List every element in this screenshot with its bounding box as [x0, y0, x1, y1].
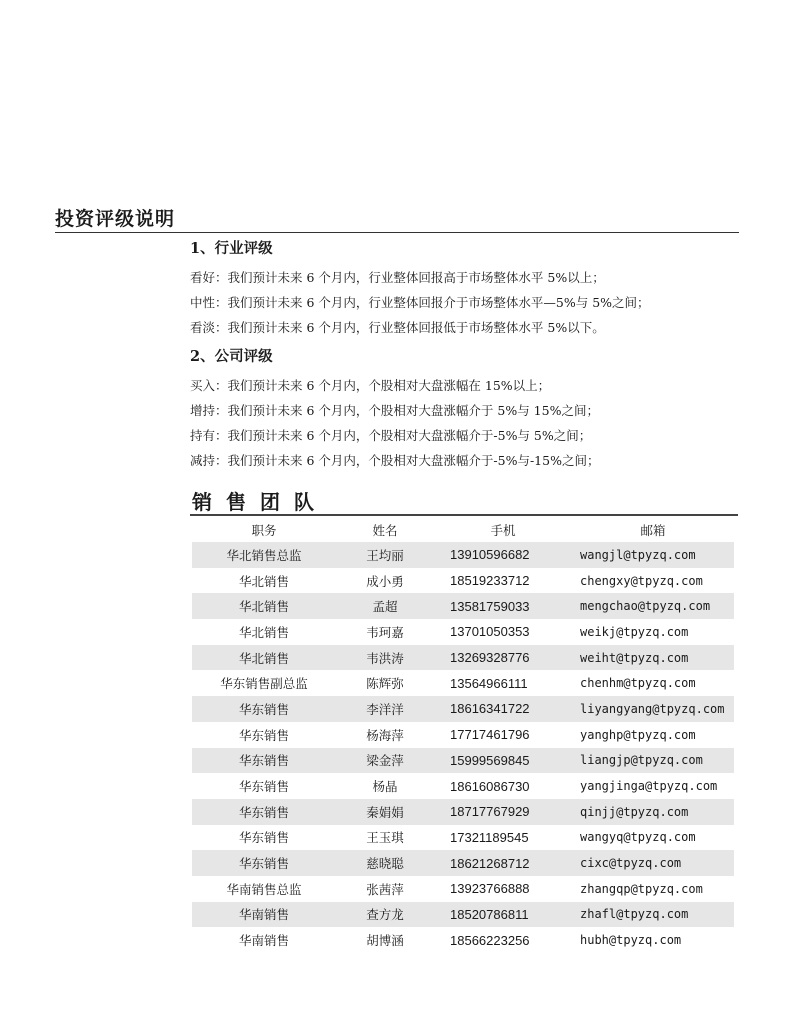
email-cell: wangyq@tpyzq.com	[580, 830, 696, 845]
phone-cell: 18616341722	[434, 696, 572, 722]
email-cell: yangjinga@tpyzq.com	[580, 779, 718, 794]
team-divider	[190, 514, 738, 516]
phone-cell: 13923766888	[450, 881, 530, 897]
name-cell: 韦珂嘉	[366, 624, 404, 640]
table-row	[192, 542, 734, 568]
email-cell: mengchao@tpyzq.com	[572, 593, 734, 619]
email-cell: liangjp@tpyzq.com	[572, 748, 734, 774]
name-cell: 梁金萍	[336, 748, 434, 774]
phone-cell: 13269328776	[434, 645, 572, 671]
phone-cell: 18566223256	[450, 932, 530, 948]
company-rating-line: 增持：我们预计未来 6 个月内，个股相对大盘涨幅介于 5%与 15%之间；	[190, 403, 599, 418]
header-email: 邮箱	[640, 522, 666, 538]
table-row	[192, 593, 734, 619]
position-cell: 华东销售	[192, 850, 336, 876]
name-cell: 杨海萍	[366, 727, 404, 743]
name-cell: 成小勇	[366, 573, 404, 589]
email-cell: wangjl@tpyzq.com	[572, 542, 734, 568]
industry-rating-line: 中性：我们预计未来 6 个月内，行业整体回报介于市场整体水平—5%与 5%之间；	[190, 295, 650, 310]
phone-cell: 13701050353	[450, 624, 530, 640]
name-cell: 王均丽	[336, 542, 434, 568]
table-header-row	[192, 517, 734, 542]
phone-cell: 18519233712	[450, 573, 530, 589]
table-row	[192, 568, 734, 594]
company-rating-line: 减持：我们预计未来 6 个月内，个股相对大盘涨幅介于-5%与-15%之间；	[190, 453, 600, 468]
position-cell: 华南销售	[238, 933, 289, 949]
header-name: 姓名	[372, 522, 398, 538]
name-cell: 秦娟娟	[336, 799, 434, 825]
position-cell: 华北销售	[238, 624, 289, 640]
position-cell: 华东销售	[238, 779, 289, 795]
name-cell: 陈辉弥	[366, 676, 404, 692]
phone-cell: 18616086730	[450, 778, 530, 794]
phone-cell: 13564966111	[450, 675, 528, 691]
table-row	[192, 876, 734, 902]
phone-cell: 18621268712	[434, 850, 572, 876]
table-row	[192, 850, 734, 876]
table-row	[192, 773, 734, 799]
table-row	[192, 927, 734, 953]
email-cell: chenhm@tpyzq.com	[580, 676, 696, 691]
industry-rating-line: 看好：我们预计未来 6 个月内，行业整体回报高于市场整体水平 5%以上；	[190, 270, 605, 285]
industry-rating-line: 看淡：我们预计未来 6 个月内，行业整体回报低于市场整体水平 5%以下。	[190, 320, 605, 335]
rating-section-title: 投资评级说明	[55, 208, 176, 230]
position-cell: 华北销售总监	[192, 542, 336, 568]
phone-cell: 18520786811	[434, 902, 572, 928]
email-cell: zhangqp@tpyzq.com	[580, 881, 703, 896]
name-cell: 韦洪涛	[336, 645, 434, 671]
name-cell: 查方龙	[336, 902, 434, 928]
position-cell: 华北销售	[238, 573, 289, 589]
phone-cell: 18717767929	[434, 799, 572, 825]
name-cell: 孟超	[336, 593, 434, 619]
position-cell: 华东销售	[192, 799, 336, 825]
email-cell: yanghp@tpyzq.com	[580, 727, 696, 742]
sales-team-title: 销售团队	[192, 490, 328, 514]
name-cell: 李洋洋	[336, 696, 434, 722]
industry-rating-title: 1、行业评级	[190, 240, 273, 257]
table-row	[192, 902, 734, 928]
position-cell: 华北销售	[192, 593, 336, 619]
position-cell: 华南销售	[192, 902, 336, 928]
email-cell: zhafl@tpyzq.com	[572, 902, 734, 928]
section-divider	[55, 232, 739, 233]
email-cell: hubh@tpyzq.com	[580, 933, 682, 948]
phone-cell: 15999569845	[434, 748, 572, 774]
phone-cell: 13581759033	[434, 593, 572, 619]
name-cell: 胡博涵	[366, 933, 404, 949]
position-cell: 华东销售	[192, 696, 336, 722]
email-cell: weiht@tpyzq.com	[572, 645, 734, 671]
position-cell: 华东销售	[238, 727, 289, 743]
position-cell: 华东销售	[238, 830, 289, 846]
name-cell: 张茜萍	[366, 881, 404, 897]
company-rating-line: 买入：我们预计未来 6 个月内，个股相对大盘涨幅在 15%以上；	[190, 378, 551, 393]
table-row	[192, 619, 734, 645]
sales-team-table	[192, 517, 734, 953]
company-rating-title: 2、公司评级	[190, 348, 273, 365]
name-cell: 王玉琪	[366, 830, 404, 846]
company-rating-line: 持有：我们预计未来 6 个月内，个股相对大盘涨幅介于-5%与 5%之间；	[190, 428, 592, 443]
table-row	[192, 825, 734, 851]
table-row	[192, 645, 734, 671]
email-cell: chengxy@tpyzq.com	[580, 573, 703, 588]
name-cell: 杨晶	[372, 779, 398, 795]
position-cell: 华北销售	[192, 645, 336, 671]
table-row	[192, 722, 734, 748]
email-cell: cixc@tpyzq.com	[572, 850, 734, 876]
table-row	[192, 799, 734, 825]
header-phone: 手机	[490, 522, 516, 538]
email-cell: weikj@tpyzq.com	[580, 624, 689, 639]
table-row	[192, 748, 734, 774]
position-cell: 华东销售副总监	[220, 676, 308, 692]
header-position: 职务	[251, 522, 277, 538]
phone-cell: 13910596682	[434, 542, 572, 568]
phone-cell: 17321189545	[450, 829, 529, 845]
sales-team-rows	[192, 542, 734, 953]
position-cell: 华东销售	[192, 748, 336, 774]
table-row	[192, 670, 734, 696]
email-cell: qinjj@tpyzq.com	[572, 799, 734, 825]
table-row	[192, 696, 734, 722]
email-cell: liyangyang@tpyzq.com	[572, 696, 734, 722]
position-cell: 华南销售总监	[226, 881, 302, 897]
phone-cell: 17717461796	[450, 727, 530, 743]
name-cell: 慈晓聪	[336, 850, 434, 876]
